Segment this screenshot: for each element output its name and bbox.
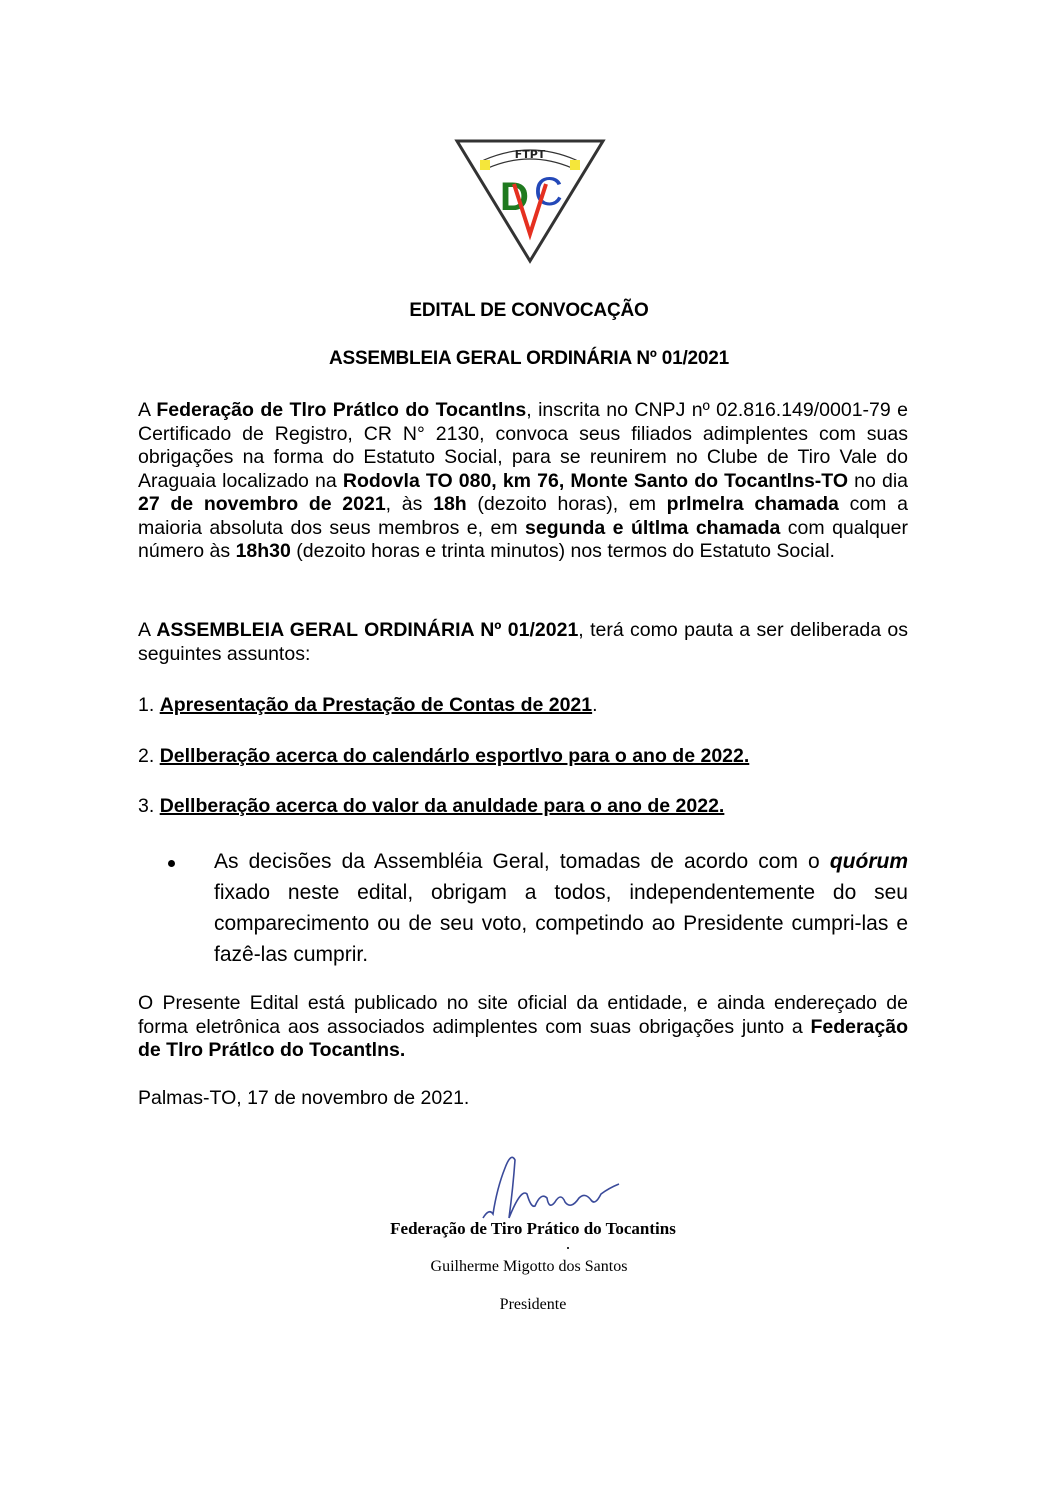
logo-letter-c: C	[534, 170, 563, 214]
dvc-logo-emblem	[454, 138, 606, 264]
logo-letter-d: D	[500, 175, 529, 219]
agenda-number: 2.	[138, 745, 160, 767]
logo-banner-text: FTPT	[514, 148, 546, 161]
signature-organization: Federação de Tiro Prático do Tocantins	[390, 1219, 676, 1238]
agenda-text: Apresentação da Prestação de Contas de 2021	[159, 694, 593, 716]
agenda-number: 1.	[138, 694, 160, 716]
text-span: (dezoito horas e trinta minutos) nos termos do Estatuto Social.	[290, 540, 835, 562]
handwritten-signature	[475, 1148, 625, 1228]
text-span: , às	[385, 493, 434, 515]
convocation-paragraph	[138, 399, 908, 564]
text-span: As decisões da Assembléia Geral, tomadas de acordo com o	[214, 850, 830, 873]
second-call-label: segunda e últlma chamada	[525, 516, 781, 539]
agenda-item	[138, 745, 749, 768]
federation-name: Federação de Tlro Prátlco do Tocantlns	[156, 399, 527, 421]
bullet-icon	[168, 860, 175, 867]
text-span: , terá como pauta a ser deliberada os seguintes assuntos:	[138, 619, 909, 665]
text-span: , inscrita no CNPJ nº 02.816.149/0001-79 e Certificado de Registro, CR N° 2130, convoca seus filiados adimplentes com suas obrigações na forma do Estatuto Social, para se reunirem no Clube de Tiro Vale do Araguaia localizado na	[138, 399, 908, 492]
agenda-text: Dellberação acerca do calendárlo esportlvo para o ano de 2022.	[159, 745, 750, 767]
text-span: fixado neste edital, obrigam a todos, independentemente do seu comparecimento ou de seu voto, competindo ao Presidente cumpri-las e fazê-las cumprir.	[214, 881, 908, 966]
agenda-suffix: .	[592, 694, 598, 716]
signature-dot	[567, 1247, 569, 1249]
signature-stroke	[483, 1157, 619, 1218]
text-span: com a maioria absoluta dos seus membros e, em	[138, 493, 908, 539]
second-call-time: 18h30	[235, 540, 291, 562]
place-date: Palmas-TO, 17 de novembro de 2021.	[138, 1087, 470, 1109]
venue-address: Rodovla TO 080, km 76, Monte Santo do Tocantlns-TO	[342, 469, 849, 492]
assembly-name: ASSEMBLEIA GERAL ORDINÁRIA Nº 01/2021	[156, 619, 579, 641]
first-call-time: 18h	[433, 493, 467, 515]
federation-name: Federação de Tlro Prátlco do Tocantlns.	[138, 1015, 908, 1061]
text-span: (dezoito horas), em	[466, 493, 667, 515]
text-span: A	[138, 619, 157, 641]
meeting-date: 27 de novembro de 2021	[138, 493, 386, 515]
agenda-item	[138, 795, 724, 818]
text-span: O Presente Edital está publicado no site oficial da entidade, e ainda endereçado de forma eletrônica aos associados adimplentes com suas obrigações junto a	[138, 992, 908, 1038]
agenda-intro-paragraph	[138, 619, 908, 666]
signatory-name: Guilherme Migotto dos Santos	[430, 1258, 628, 1275]
agenda-item	[138, 694, 598, 717]
logo-ribbon-right	[570, 160, 580, 170]
agenda-number: 3.	[138, 795, 160, 817]
document-subtitle: ASSEMBLEIA GERAL ORDINÁRIA Nº 01/2021	[328, 348, 730, 369]
text-span: A	[138, 399, 157, 421]
quorum-term: quórum	[829, 850, 908, 873]
bullet-text	[214, 846, 908, 970]
signatory-role: Presidente	[499, 1296, 567, 1313]
text-span: com qualquer número às	[138, 516, 908, 562]
agenda-text: Dellberação acerca do valor da anuldade para o ano de 2022.	[159, 795, 725, 817]
first-call-label: prlmelra chamada	[666, 493, 839, 515]
logo-ribbon-left	[480, 160, 490, 170]
document-title: EDITAL DE CONVOCAÇÃO	[409, 300, 649, 321]
publication-paragraph	[138, 992, 908, 1063]
text-span: no dia	[848, 469, 908, 492]
